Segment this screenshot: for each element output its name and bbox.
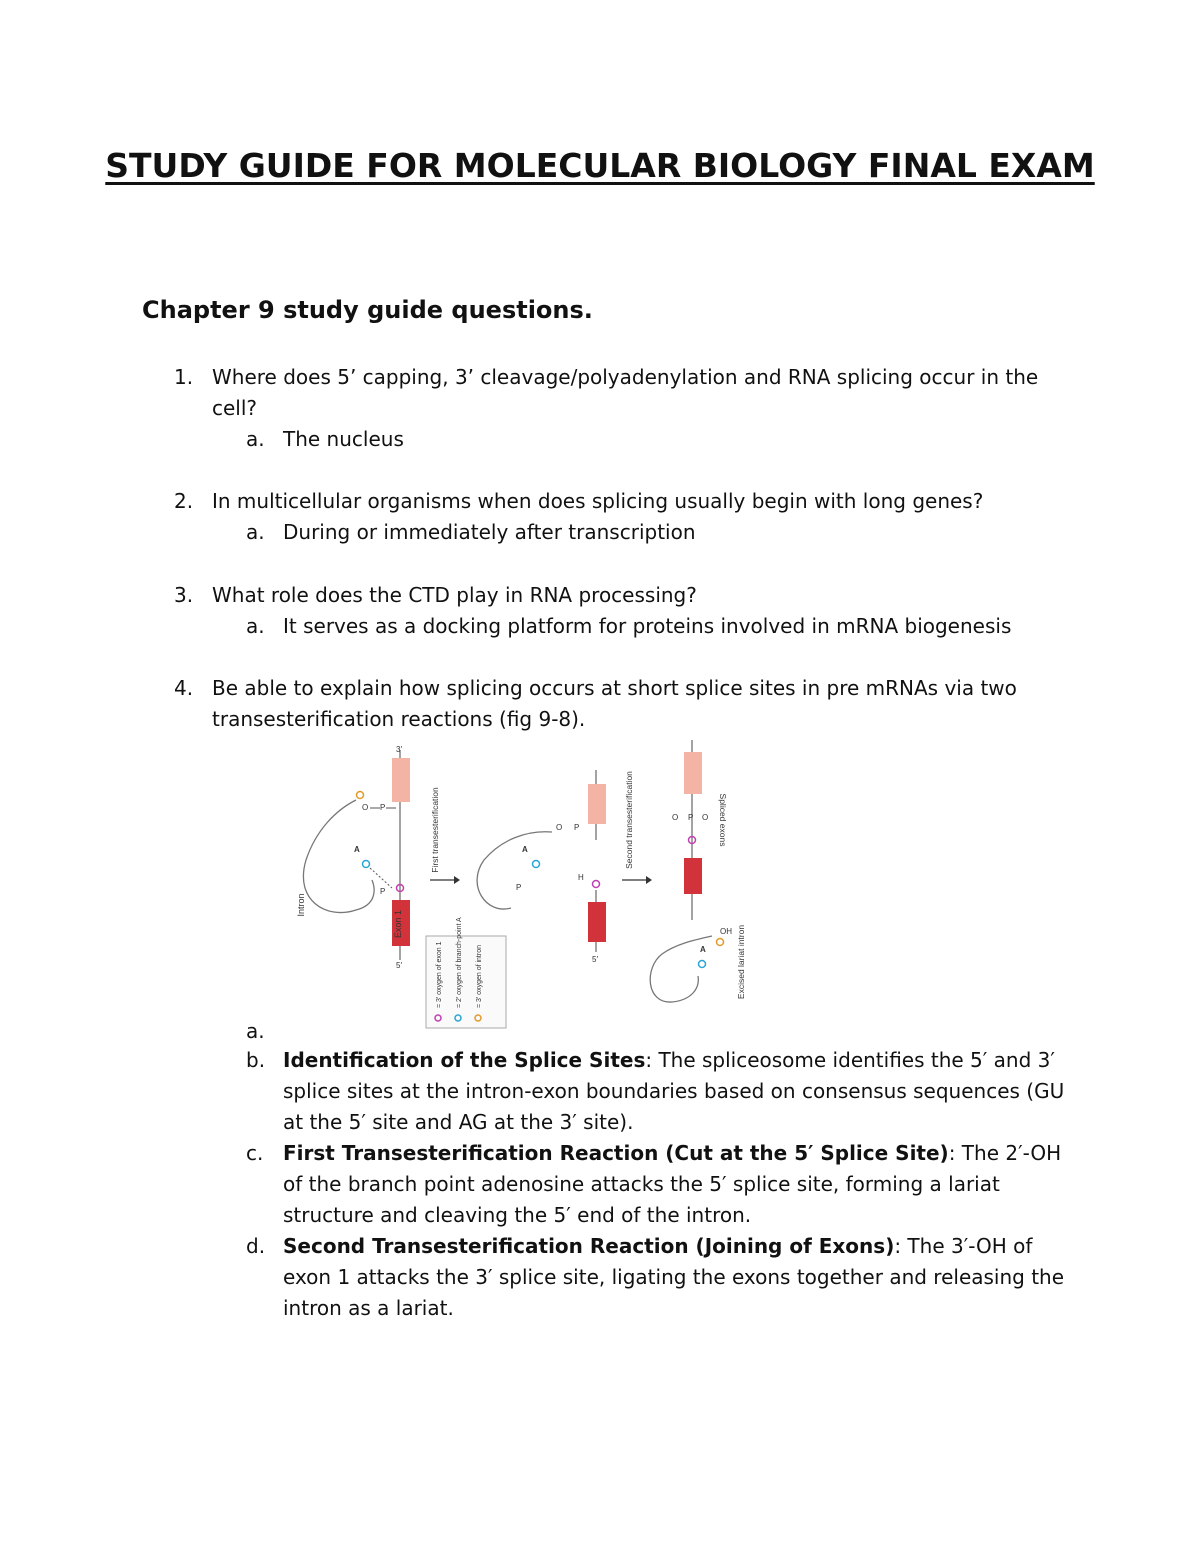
svg-text:5′: 5′ [396,961,402,970]
svg-text:3′: 3′ [396,745,402,754]
legend-item-2: = 2′ oxygen of branch-point A [456,917,463,1008]
figure-legend [426,917,506,1028]
answer-text: : The spliceosome identifies the 5′ and 3′ splice sites at the intron-exon boundaries based on consensus sequences (GU at the 5′ site and AG at the 3′ site). [283,1048,1065,1134]
svg-text:P: P [574,823,580,832]
question-text: Where does 5’ capping, 3’ cleavage/polyadenylation and RNA splicing occur in the cell? [212,365,1039,420]
oxygen-branch-marker [363,861,370,868]
question-number: 1. [174,365,194,389]
panel-products [650,740,746,1002]
svg-text:P: P [380,803,386,812]
svg-text:5′: 5′ [592,955,598,964]
svg-text:H: H [578,873,584,882]
spliced-exon-2-box [684,752,702,794]
question-text: In multicellular organisms when does splicing usually begin with long genes? [212,489,984,513]
svg-text:A: A [354,845,360,854]
answer-text: The nucleus [283,427,404,451]
svg-text:O: O [362,803,369,812]
svg-text:O: O [672,813,679,822]
legend-item-3: = 3′ oxygen of intron [476,945,483,1008]
excised-intron-label: Excised lariat intron [736,924,746,1000]
spliced-exon-1-box [684,858,702,894]
svg-text:O: O [702,813,709,822]
svg-text:P: P [516,883,522,892]
exon-2-box [392,758,410,802]
svg-text:A: A [700,945,706,954]
answer-bold-term: Second Transesterification Reaction (Joining of Exons) [283,1234,895,1258]
answer-text: During or immediately after transcription [283,520,696,544]
answer-bold-term: First Transesterification Reaction (Cut at the 5′ Splice Site) [283,1141,949,1165]
second-transesterification-label: Second transesterification [624,771,634,869]
svg-text:P: P [688,813,694,822]
oxygen-intron-marker [357,792,364,799]
question-number: 2. [174,489,194,513]
answer-letter: d. [246,1234,266,1258]
answer-text: It serves as a docking platform for proteins involved in mRNA biogenesis [283,614,1012,638]
exon-1-box-panel-2 [588,902,606,942]
arrow-first [430,787,460,884]
answer-bold-term: Identification of the Splice Sites [283,1048,646,1072]
question-number: 4. [174,676,194,700]
answer-letter: a. [246,520,265,544]
exon-1-label: Exon 1 [393,909,403,939]
exon-2-box-panel-2 [588,784,606,824]
chapter-heading: Chapter 9 study guide questions. [142,296,593,324]
svg-text:A: A [522,845,528,854]
intron-label: Intron [296,893,306,917]
arrow-second [622,771,652,884]
question-number: 3. [174,583,194,607]
intron-loop [303,800,374,913]
answer-letter: a. [246,614,265,638]
legend-item-1: = 3′ oxygen of exon 1 [436,941,443,1008]
splicing-figure [296,740,766,1030]
answer-letter: a. [246,427,265,451]
panel-pre-mrna [296,740,410,970]
svg-text:OH: OH [720,927,732,936]
spliced-exons-label: Spliced exons [718,793,728,847]
question-text: Be able to explain how splicing occurs at short splice sites in pre mRNAs via two transesterification reactions (fig 9-8). [212,676,1017,731]
answer-text: : The 2′-OH of the branch point adenosine attacks the 5′ splice site, forming a lariat structure and cleaving the 5′ end of the intron. [283,1141,1062,1227]
panel-lariat-intermediate [477,770,606,964]
answer-letter: b. [246,1048,266,1072]
page-title: STUDY GUIDE FOR MOLECULAR BIOLOGY FINAL EXAM [105,146,1095,185]
answer-letter: c. [246,1141,264,1165]
svg-text:O: O [556,823,563,832]
answer-text: : The 3′-OH of exon 1 attacks the 3′ splice site, ligating the exons together and releasing the intron as a lariat. [283,1234,1065,1320]
question-text: What role does the CTD play in RNA processing? [212,583,697,607]
answer-letter: a. [246,1019,265,1043]
svg-text:P: P [380,887,386,896]
first-transesterification-label: First transesterification [430,787,440,873]
